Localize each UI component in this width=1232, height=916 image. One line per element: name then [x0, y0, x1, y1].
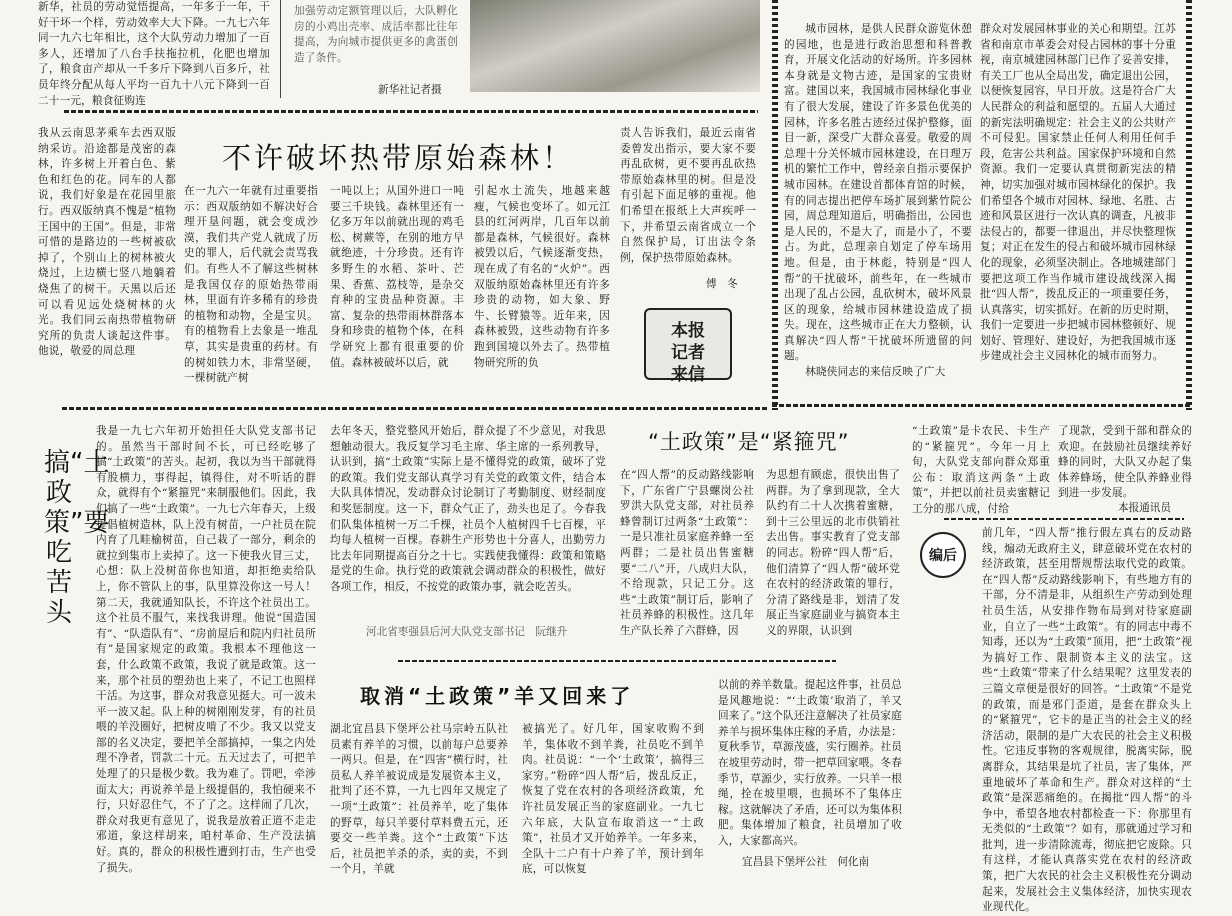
vertical-article-title: 搞“土政策”要吃苦头 [44, 448, 110, 628]
sheep-article-title: 取消“土政策”羊又回来了 [360, 684, 635, 708]
forest-col2: 在一九六一年就有过重要指示：西双版纳如不解决好合理开垦问题，就会变成沙漠，我们共产党人就成了历史的罪人，后代就会责骂我们。有些人不了解这些树林是我国仅存的原始热带雨林，里面有许多稀有的珍贵的植物和动物，全是宝贝。有的植物看上去象是一堆乱草，其实是贵重的药材。有的树如铁力木，非常坚硬，一棵树就产树 [184, 185, 318, 385]
forest-col4: 引起水土流失，地越来越瘦，气候也变坏了。如元江县的红河两岸，几百年以前都是森林，气候很好。森林被毁以后，气候逐渐变热，现在成了有名的“火炉”。西双版纳原始森林里还有许多珍贵的动物，如大象、野牛、长臂猿等。近年来，因森林被毁，这些动物有许多跑到国境以外去了。热带植物研究所的负 [474, 185, 610, 369]
top-divider [280, 0, 281, 98]
editor-note-top-rule [944, 518, 1184, 520]
news-photo [470, 0, 760, 92]
tuzhengce-col1: 我是一九七六年初开始担任大队党支部书记的。虽然当干部时间不长，可已经吃够了搞“土政策”的苦头。起初，我以为当干部就得有股横力，事得起，镇得住，对不听话的群众，就得有个“紧箍咒”来制服他们。因此，我们搞了一些“土政策”。一九七六年春天，上级提倡植树造林，队上没有树苗，一户社员在院内育了几畦榆树苗，自己栽了一部分，剩余的就拉到集市上卖掉了。这一下使我火冒三丈，心想：队上没树苗你也知道，却拒绝卖给队上，你不管队上的事，队里算没你这一号人！第二天，我就通知队长，不许这个社员出工。这个社员不服气，来找我讲理。他说“国造国有”、“队造队有”、“房前屋后和院内归社员所有”是国家规定的政策。我根本不理他这一套，什么政策不政策，我说了就是政策。这一来，那个社员的塑劲也上来了，不记工也照样干活。为这事，群众对我意见挺大。可一波未平一波又起。队上种的树刚刚发芽，有的社员喂的羊没圈好，把树皮啃了不少。我又以党支部的名义决定，要把羊全部搞掉，一集之内处理不净者，罚款二十元。五天过去了，可把羊处理了的只是极少数。我为难了。罚吧，牵涉面太大；再说养羊是上级提倡的，我怕硬来不行，只好忍住气，不了了之。这样闹了几次，群众对我更有意见了，说我是放着正道不走走邪道，象这样胡来，咱村革命、生产没法搞好。真的，群众的积极性遭到打击，生产也受了损失。 [96, 425, 316, 874]
section-rule-middle [62, 407, 768, 410]
garden-box-left-border [772, 0, 778, 410]
sheep-article-top-rule [398, 660, 836, 662]
forest-col5: 责人告诉我们，最近云南省委曾发出指示，要大家不要再乱砍树，更不要再乱砍热带原始森林里的树。但是没有引起下面足够的重视。他们希望在报纸上大声疾呼一下，并希望云南省成立一个自然保护局，订出法令条例，保护热带原始森林。 [620, 127, 756, 264]
tuzhengce-author: 河北省枣强县后河大队党支部书记 阮继升 [366, 626, 568, 638]
sheep-col1: 湖北宜昌县下堡坪公社马宗岭五队社员素有养羊的习惯，以前每户总要养一两只。但是，在“四害”横行时，社员私人养羊被说成是发展资本主义，批判了还不算，一九七四年又规定了一项“土政策”：社员养羊，吃了集体的野草，每只羊要付草料费五元，还要交一些羊粪。这个“土政策”下达后，社员把羊杀的杀，卖的卖，不到一个月，羊就 [330, 723, 508, 876]
forest-article-title: 不许破坏热带原始森林！ [222, 141, 575, 175]
top-left-column: 新华，社员的劳动觉悟提高，一年多于一年，干好干坏一个样，劳动效率大大下降。一九七六年同一九六七年相比，这个大队劳动力增加了一百多人，还增加了八台手扶拖拉机，化肥也增加了，粮食亩产却从一千多斤下降到八百多斤，社员年终分配从每人平均一百九十八元下降到一百二十一元，粮食征购连 [38, 1, 270, 107]
jinggu-col2: 为思想有顾虑，很快出售了两群。为了拿到现款，全大队约有二十人次携着蜜糖，到十三公里远的北市供销社去出售。事实教育了党支部的同志。粉碎“四人帮”后，他们清算了“四人帮”破坏党在农村的经济政策的罪行，分清了路线是非，划清了发展正当家庭副业与搞资本主义的界限，认识到 [766, 469, 900, 637]
forest-col3: 一吨以上；从国外进口一吨要三千块钱。森林里还有一亿多万年以前就出现的鸡毛松、树蕨等，在别的地方早就绝迹，十分珍贵。还有许多野生的水稻、茶叶、芒果、香蕉、荔枝等，是杂交育种的宝贵品种资源。丰富、复杂的热带雨林群落本身和珍贵的植物个体，在科学研究上都有很重要的价值。森林被破坏以后，就 [330, 185, 464, 369]
garden-col1-p1: 城市园林，是供人民群众游览休憩的园地，也是进行政治思想和科普教育，开展文化活动的好场所。许多园林本身就是文物古迹，是国家的宝贵财富。建国以来，我国城市园林绿化事业有了很大发展，建设了许多景色优美的园林，许多名胜古迹经过保护整修，面目一新，深受广大群众喜爱。敬爱的周总理十分关怀城市园林建设，在日理万机的繁忙工作中，曾经亲自指示要保护城市园林。在建设首都体育馆的时候，有的同志提出把停车场扩展到紫竹院公园，周总理知道后，明确指出，公园也是人民的，不是大了，而是小了，不要占。为此，总理亲自划定了停车场用地。但是，由于林彪，特别是“四人帮”的干扰破坏，前些年，在一些城市出现了乱占公园，乱砍树木，破坏风景区的现象，给城市园林建设造成了损失。现在，这些城市正在大力整顿，认真解决“四人帮”干扰破坏所遗留的问题。 [784, 23, 972, 363]
tuzhengce-col2: 去年冬天，整党整风开始后，群众提了不少意见，对我思想触动很大。我反复学习毛主席、华主席的一系列教导，认识到，搞“土政策”实际上是不懂得党的政策，破坏了党的政策。我们党支部认真学习有关党的政策文件，结合本大队具体情况，发动群众讨论制订了考勤制度、财经制度和奖惩制度。这一下，群众气正了，劲头也足了。今春我们队集体植树一万二千棵，社员个人植树四千七百棵，平均每人植树一百棵。春耕生产形势也十分喜人，出勤劳力比去年同期提高百分之十七。实践使我懂得：政策和策略是党的生命。执行党的政策就会调动群众的积极性，做好各项工作，相反，不按党的政策办事，就会吃苦头。 [330, 425, 606, 593]
jinggu-article-title: “土政策”是“紧箍咒” [648, 430, 850, 454]
garden-box-right-border [1186, 0, 1192, 410]
jinggu-col1: 在“四人帮”的反动路线影响下，广东省广宁县螺岗公社罗洪大队党支部，对社员养蜂曾制订过两条“土政策”：一是只准社员家庭养蜂一至两群；二是社员出售蜜糖要“二八”开，八成归大队，不给现款，只记工分。这些“土政策”制订后，影响了社员养蜂的积极性。这几年生产队长养了六群蜂，因 [620, 469, 754, 637]
forest-author: 傅 冬 [706, 278, 738, 290]
forest-col1: 我从云南思茅乘车去西双版纳采访。沿途都是茂密的森林，许多树上开着白色、紫色和红色的花。同车的人都说，我们好象是在花园里旅行。西双版纳真不愧是“植物王国中的王国”。但是，非常可惜的是路边的一些树被砍掉了，个别山上的树林被火烧过，上边横七竖八地躺着烧焦了的树干。天黑以后还可以看见远处烧树林的火光。我们同云南热带植物研究所的负责人谈起这件事。他说，敬爱的周总理 [38, 127, 176, 358]
sheep-col3: 以前的养羊数量。提起这件事，社员总是风趣地说：“‘土政策’取消了，羊又回来了。”这个队还注意解决了社员家庭养羊与损坏集体庄稼的矛盾，办法是：夏秋季节，草源茂盛，实行圈养。社员在坡里劳动时，带一把草回家喂。冬春季节，草源少，实行放养。一只羊一根绳，拴在坡里喂，也损坏不了集体庄稼。这就解决了矛盾，还可以为集体积肥。集体增加了粮食，社员增加了收入，大家都高兴。 [718, 679, 902, 847]
garden-col1-p2: 林晓侠同志的来信反映了广大 [805, 366, 946, 379]
top-photo-caption: 加强劳动定额管理以后，大队孵化房的小鸡出壳率、成活率都比往年提高，为向城市提供更多的禽蛋创造了条件。 [294, 5, 458, 64]
garden-article-col2: 群众对发展园林事业的关心和期望。江苏省和南京市革委会对侵占园林的事十分重视，南京城建园林部门已作了妥善安排，有关工厂也从全局出发，确定退出公园，以便恢复园容，早日开放。这是符合广大人民群众的利益和愿望的。五届人大通过的新宪法明确规定：社会主义的公共财产不可侵犯。国家禁止任何人利用任何手段，危害公共利益。国家保护环境和自然资源。我们一定要认真贯彻新宪法的精神，切实加强对城市园林绿化的保护。我们希望各个城市对园林、绿地、名胜、古迹和风景区进行一次认真的调查，凡被非法侵占的，都要一律退出，并尽快整理恢复；对正在发生的侵占和破坏城市园林绿化的现象，必须坚决制止。各地城建部门要把这项工作当作城市建设战线深入揭批“四人帮”，拨乱反正的一项重要任务，认真落实，切实抓好。在新的历史时期，我们一定要进一步把城市园林整顿好、规划好、管理好、建设好，为把我国城市逐步建成社会主义园林化的城市而努力。 [980, 23, 1176, 363]
sheep-author: 宜昌县下堡坪公社 何化南 [742, 856, 870, 868]
sheep-col2: 被搞光了。好几年，国家收购不到羊，集体收不到羊粪，社员吃不到羊肉。社员说：“一个‘土政策’，搞得三家穷。”粉碎“四人帮”后，拨乱反正，恢复了党在农村的各项经济政策，允许社员发展正当的家庭副业。一九七六年底，大队宣布取消这一“土政策”，社员才又开始养羊。一年多来，全队十二户有十户养了羊，预计到年底，可以恢复 [522, 723, 704, 876]
jinggu-author: 本报通讯员 [1118, 502, 1171, 514]
editor-note-badge: 编后 [920, 532, 966, 578]
jinggu-col3: “土政策”是卡农民、卡生产的“紧箍咒”。今年一月上旬，大队党支部向群众郑重公布：取消这两条“土政策”，并把以前社员卖蜜糖记工分的那八成，付给 [912, 425, 1050, 515]
garden-box-bottom-border [772, 404, 1192, 407]
top-photo-credit: 新华社记者摄 [378, 84, 442, 96]
editor-note-text: 前几年，“四人帮”推行假左真右的反动路线，煽动无政府主义，肆意破坏党在农村的经济政策，甚至用帮规帮法取代党的政策。在“四人帮”反动路线影响下，有些地方有的干部，分不清是非，从组织生产劳动到处理社员生活，从安排作物布局到对待家庭副业，自立了一些“土政策”。有的同志中毒不知毒，还以为“土政策”顶用，把“土政策”视为搞好工作、限制资本主义的法宝。这些“土政策”带来了什么结果呢？这里发表的三篇文章便是很好的回答。“土政策”不是党的政策，而是邪门歪道，是套在群众头上的“紧箍咒”，它卡的是正当的社会主义的经济活动，限制的是广大农民的社会主义积极性。它违反事物的客观规律，脱离实际，脱离群众，其结果是坑了社员，害了集体，严重地破坏了革命和生产。群众对这样的“土政策”是深恶痛绝的。在揭批“四人帮”的斗争中，希望各地农村都检查一下：你那里有无类似的“土政策”？如有，那就通过学习和批判，进一步清除流毒，彻底把它废除。只有这样，才能认真落实党在农村的经济政策，把广大农民的社会主义积极性充分调动起来，发展社会主义集体经济，加快实现农业现代化。 [982, 527, 1192, 914]
garden-article-col1 [784, 22, 972, 396]
section-rule-top [64, 110, 758, 113]
reporter-letter-stamp: 本报记者来信 [644, 308, 732, 380]
jinggu-col4: 了现款，受到干部和群众的欢迎。在鼓励社员继续养好蜂的同时，大队又办起了集体养蜂场，使全队养蜂业得到进一步发展。 [1058, 425, 1192, 500]
